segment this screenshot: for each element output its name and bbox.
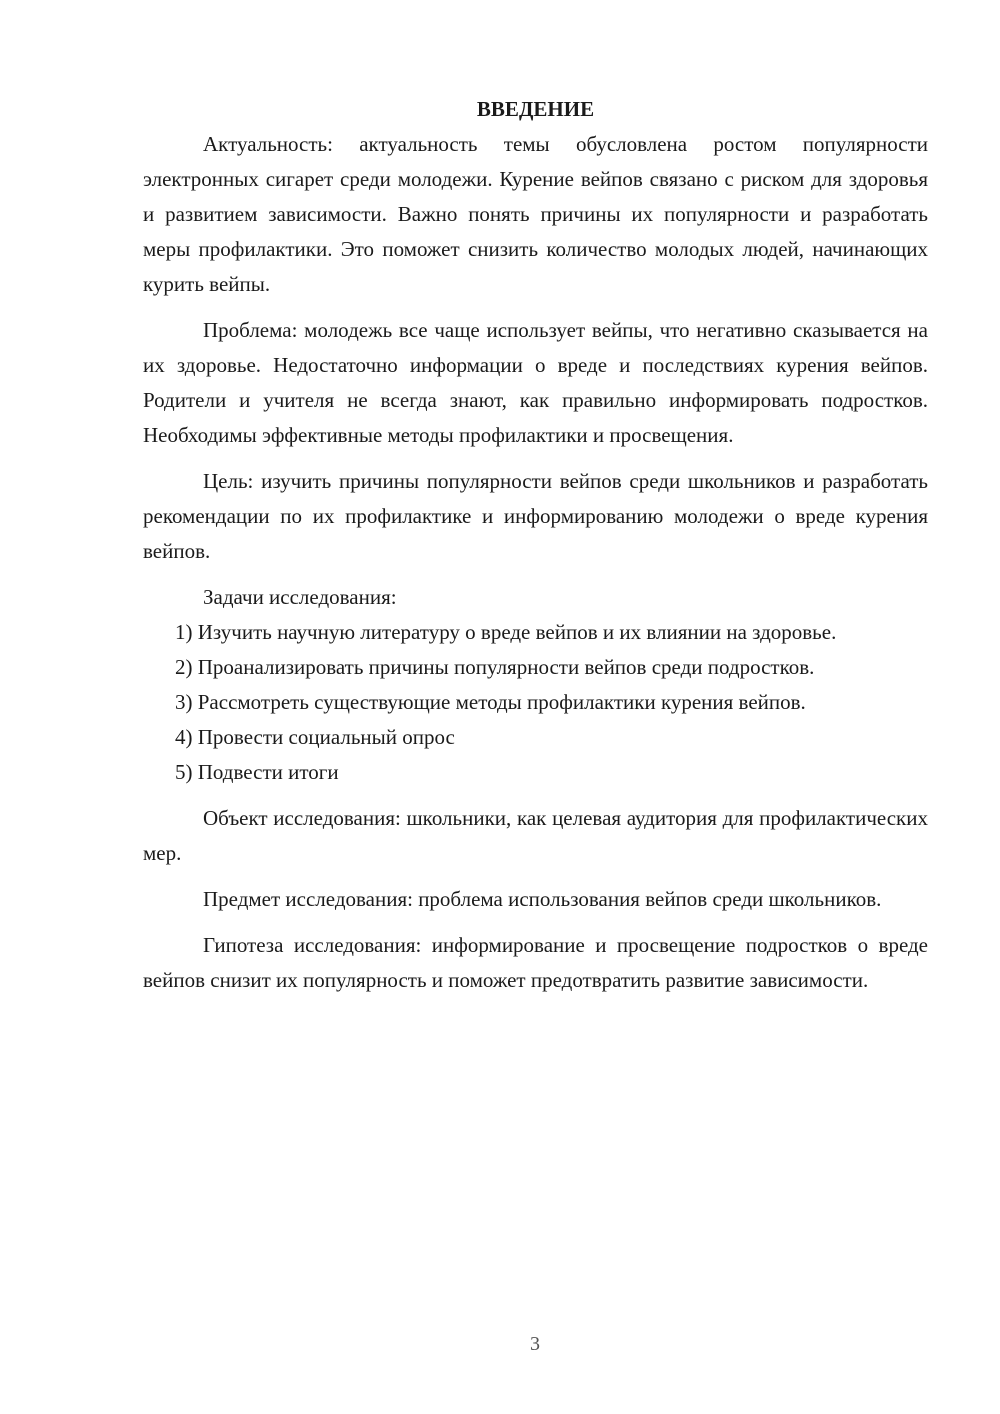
subject-paragraph: Предмет исследования: проблема использования вейпов среди школьников. [203, 887, 882, 911]
tasks-heading: Задачи исследования: [203, 585, 397, 609]
hypothesis-paragraph: Гипотеза исследования: информирование и просвещение подростков о вреде вейпов снизит их популярность и поможет предотвратить развитие зависимости. [143, 933, 928, 992]
task-item-1: 1) Изучить научную литературу о вреде вейпов и их влиянии на здоровье. [175, 620, 837, 644]
problem-paragraph: Проблема: молодежь все чаще использует вейпы, что негативно сказывается на их здоровье. Недостаточно информации о вреде и последствиях курения вейпов. Родители и учителя не всегда знают, как правильно информировать подростков. Необходимы эффективные методы профилактики и просвещения. [143, 318, 928, 447]
document-page [143, 92, 928, 998]
object-paragraph: Объект исследования: школьники, как целевая аудитория для профилактических мер. [143, 806, 928, 865]
task-item-4: 4) Провести социальный опрос [175, 725, 455, 749]
task-item-5: 5) Подвести итоги [175, 760, 339, 784]
goal-paragraph: Цель: изучить причины популярности вейпов среди школьников и разработать рекомендации по их профилактике и информированию молодежи о вреде курения вейпов. [143, 469, 928, 563]
section-title: ВВЕДЕНИЕ [476, 97, 595, 121]
relevance-paragraph: Актуальность: актуальность темы обусловлена ростом популярности электронных сигарет среди молодежи. Курение вейпов связано с риском для здоровья и развитием зависимости. Важно понять причины их популярности и разработать меры профилактики. Это поможет снизить количество молодых людей, начинающих курить вейпы. [143, 132, 928, 296]
page-number: 3 [530, 1333, 540, 1355]
task-item-2: 2) Проанализировать причины популярности вейпов среди подростков. [175, 655, 815, 679]
task-item-3: 3) Рассмотреть существующие методы профилактики курения вейпов. [175, 690, 806, 714]
